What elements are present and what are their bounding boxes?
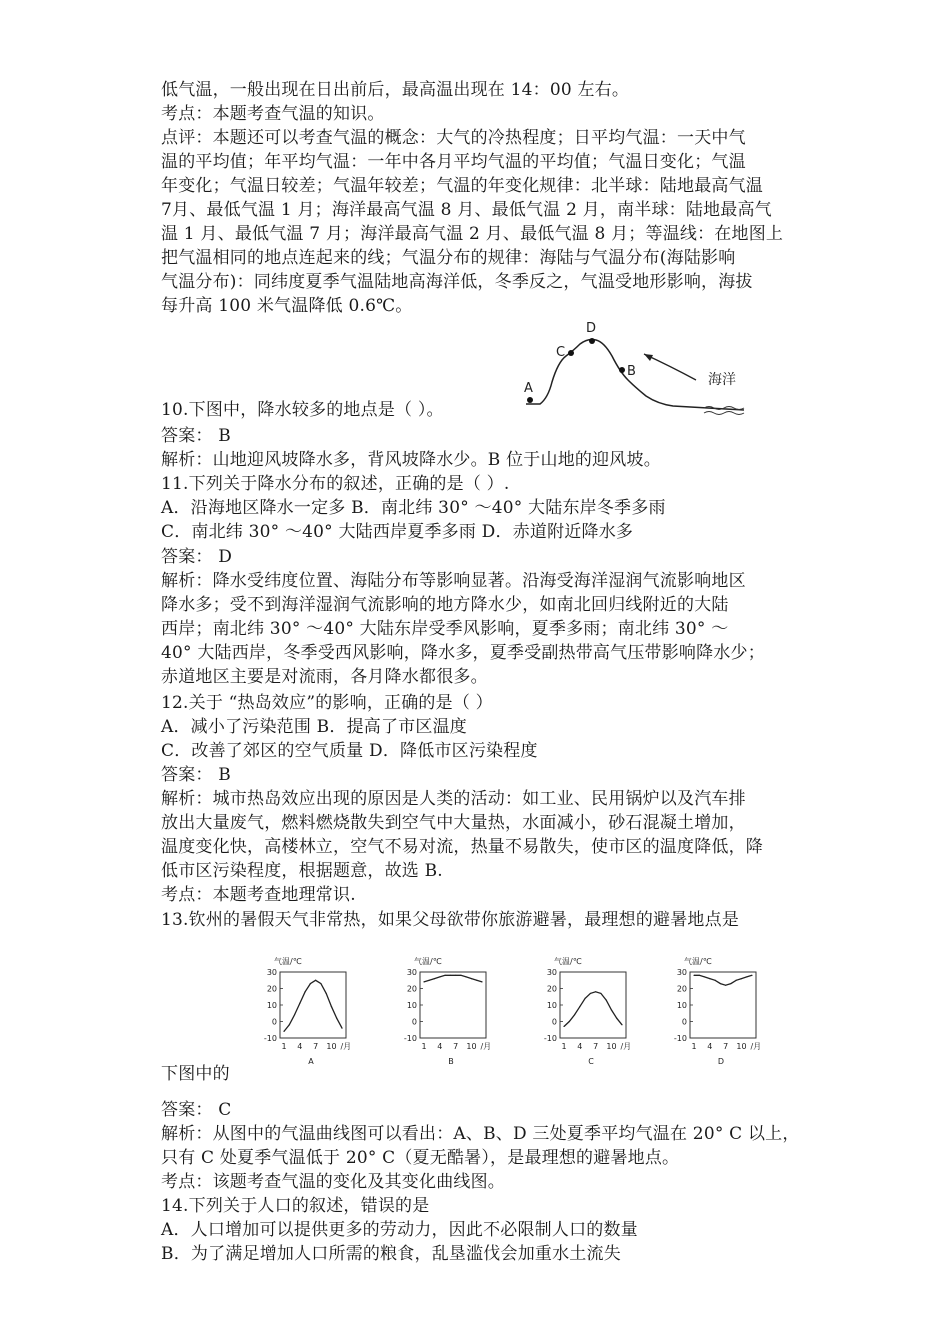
data-point bbox=[693, 975, 694, 976]
x-tick-label: 7 bbox=[723, 1042, 729, 1051]
text-line: 答案： B bbox=[161, 765, 231, 785]
data-point bbox=[746, 976, 747, 977]
data-point bbox=[584, 998, 585, 999]
data-point bbox=[336, 1018, 337, 1019]
chart-d bbox=[674, 956, 761, 1066]
x-tick-label: 10 bbox=[736, 1042, 747, 1051]
data-point bbox=[481, 981, 482, 982]
data-point bbox=[611, 1009, 612, 1010]
data-point bbox=[595, 991, 596, 992]
data-point bbox=[315, 980, 316, 981]
chart-title: C bbox=[588, 1057, 594, 1066]
data-point bbox=[725, 985, 726, 986]
text-line: 答案： C bbox=[161, 1100, 232, 1120]
text-line: 11.下列关于降水分布的叙述，正确的是（ ）. bbox=[161, 474, 510, 494]
y-tick-label: 20 bbox=[676, 984, 687, 994]
x-tick-label: 10 bbox=[466, 1042, 477, 1051]
x-tick-label: 7 bbox=[593, 1042, 599, 1051]
point-d bbox=[589, 338, 595, 344]
chart-ylabel: 气温/℃ bbox=[414, 957, 442, 966]
data-point bbox=[341, 1028, 342, 1029]
text-line: 10.下图中，降水较多的地点是（ ）。 bbox=[161, 400, 444, 420]
label-a: A bbox=[524, 381, 533, 396]
text-line: 只有 C 处夏季气温低于 20° C（夏无酷暑），是最理想的避暑地点。 bbox=[161, 1148, 680, 1168]
chart-frame bbox=[560, 972, 626, 1038]
data-point bbox=[600, 993, 601, 994]
text-line: 考点：本题考查地理常识. bbox=[161, 885, 356, 905]
chart-xlabel: /月 bbox=[480, 1042, 492, 1051]
data-point bbox=[294, 1014, 295, 1015]
data-point bbox=[460, 975, 461, 976]
text-line: 考点：该题考查气温的变化及其变化曲线图。 bbox=[161, 1172, 505, 1192]
data-point bbox=[606, 999, 607, 1000]
x-tick-label: 4 bbox=[297, 1042, 303, 1051]
data-point bbox=[574, 1014, 575, 1015]
x-tick-label: 4 bbox=[577, 1042, 583, 1051]
data-point bbox=[450, 975, 451, 976]
text-line: 解析：降水受纬度位置、海陆分布等影响显著。沿海受海洋湿润气流影响地区 bbox=[161, 571, 746, 591]
y-tick-label: 0 bbox=[681, 1017, 687, 1027]
text-line: 气温分布)：同纬度夏季气温陆地高海洋低，冬季反之，气温受地形影响，海拔 bbox=[161, 272, 753, 292]
y-tick-label: 20 bbox=[266, 984, 277, 994]
data-point bbox=[434, 978, 435, 979]
y-tick-label: -10 bbox=[263, 1034, 277, 1043]
text-line: 放出大量废气，燃料燃烧散失到空气中大量热，水面减小，砂石混凝土增加， bbox=[161, 813, 746, 833]
text-line: 年变化；气温日较差；气温年较差；气温的年变化规律：北半球：陆地最高气温 bbox=[161, 176, 763, 196]
chart-xlabel: /月 bbox=[620, 1042, 632, 1051]
chart-title: D bbox=[717, 1057, 725, 1066]
text-line: 低市区污染程度，根据题意，故选 B. bbox=[161, 861, 443, 881]
text-line: A．减小了污染范围 B．提高了市区温度 bbox=[161, 717, 467, 737]
temperature-line bbox=[564, 992, 622, 1027]
climate-charts bbox=[240, 950, 762, 1078]
y-tick-label: -10 bbox=[673, 1034, 687, 1043]
y-tick-label: 0 bbox=[551, 1017, 557, 1027]
data-point bbox=[471, 978, 472, 979]
x-tick-label: 1 bbox=[691, 1042, 697, 1051]
data-point bbox=[579, 1006, 580, 1007]
x-tick-label: 1 bbox=[561, 1042, 567, 1051]
y-tick-label: 30 bbox=[406, 968, 417, 977]
chart-ylabel: 气温/℃ bbox=[274, 957, 302, 966]
data-point bbox=[289, 1024, 290, 1025]
point-a bbox=[527, 397, 533, 403]
y-tick-label: 10 bbox=[546, 1001, 557, 1010]
x-tick-label: 7 bbox=[453, 1042, 459, 1051]
chart-xlabel: /月 bbox=[750, 1042, 762, 1051]
text-line: 12.关于 “热岛效应”的影响，正确的是（ ） bbox=[161, 693, 493, 713]
chart-b bbox=[404, 956, 491, 1066]
text-line: 温的平均值；年平均气温：一年中各月平均气温的平均值；气温日变化；气温 bbox=[161, 152, 746, 172]
y-tick-label: 10 bbox=[406, 1001, 417, 1010]
text-line: 低气温，一般出现在日出前后，最高温出现在 14：00 左右。 bbox=[161, 80, 630, 100]
chart-c bbox=[544, 956, 631, 1066]
text-line: 解析：山地迎风坡降水多，背风坡降水少。B 位于山地的迎风坡。 bbox=[161, 450, 661, 470]
temperature-line bbox=[284, 980, 342, 1031]
label-d: D bbox=[586, 321, 597, 336]
text-line: 40° 大陆西岸，冬季受西风影响，降水多，夏季受副热带高气压带影响降水少； bbox=[161, 643, 765, 663]
mountain-diagram bbox=[508, 318, 753, 418]
label-b: B bbox=[627, 364, 636, 379]
text-line: 温 1 月、最低气温 7 月；海洋最高气温 2 月、最低气温 8 月；等温线：在地图上 bbox=[161, 224, 784, 244]
point-b bbox=[619, 367, 625, 373]
data-point bbox=[621, 1024, 622, 1025]
text-line: 赤道地区主要是对流雨，各月降水都很多。 bbox=[161, 667, 488, 687]
text-line: 每升高 100 米气温降低 0.6℃。 bbox=[161, 296, 413, 316]
data-point bbox=[616, 1018, 617, 1019]
data-point bbox=[741, 978, 742, 979]
text-line: 解析：城市热岛效应出现的原因是人类的活动：如工业、民用锅炉以及汽车排 bbox=[161, 789, 746, 809]
data-point bbox=[299, 1003, 300, 1004]
data-point bbox=[429, 980, 430, 981]
data-point bbox=[283, 1031, 284, 1032]
text-line: 把气温相同的地点连起来的线；气温分布的规律：海陆与气温分布(海陆影响 bbox=[161, 248, 736, 268]
text-line: A．沿海地区降水一定多 B．南北纬 30° ～40° 大陆东岸冬季多雨 bbox=[161, 498, 666, 518]
text-line: 降水多；受不到海洋湿润气流影响的地方降水少，如南北回归线附近的大陆 bbox=[161, 595, 729, 615]
chart-frame bbox=[690, 972, 756, 1038]
text-line: 点评：本题还可以考查气温的概念：大气的冷热程度；日平均气温：一天中气 bbox=[161, 128, 746, 148]
data-point bbox=[730, 983, 731, 984]
data-point bbox=[320, 983, 321, 984]
data-point bbox=[476, 980, 477, 981]
data-point bbox=[704, 976, 705, 977]
data-point bbox=[699, 975, 700, 976]
y-tick-label: 30 bbox=[546, 968, 557, 977]
data-point bbox=[304, 991, 305, 992]
text-line: 13.钦州的暑假天气非常热，如果父母欲带你旅游避暑，最理想的避暑地点是 bbox=[161, 910, 740, 930]
y-tick-label: 20 bbox=[406, 984, 417, 994]
chart-ylabel: 气温/℃ bbox=[684, 957, 712, 966]
wind-arrow bbox=[644, 354, 696, 380]
chart-title: B bbox=[448, 1057, 454, 1066]
data-point bbox=[326, 993, 327, 994]
text-line: A．人口增加可以提供更多的劳动力，因此不必限制人口的数量 bbox=[161, 1220, 638, 1240]
text-line: 14.下列关于人口的叙述，错误的是 bbox=[161, 1196, 430, 1216]
data-point bbox=[709, 978, 710, 979]
text-line: 温度变化快，高楼林立，空气不易对流，热量不易散失，使市区的温度降低，降 bbox=[161, 837, 763, 857]
data-point bbox=[563, 1026, 564, 1027]
text-line: 答案： B bbox=[161, 426, 231, 446]
text-line: C．南北纬 30° ～40° 大陆西岸夏季多雨 D．赤道附近降水多 bbox=[161, 522, 634, 542]
text-line: 7月、最低气温 1 月；海洋最高气温 8 月、最低气温 2 月，南半球：陆地最高气 bbox=[161, 200, 772, 220]
y-tick-label: 30 bbox=[676, 968, 687, 977]
text-line: B．为了满足增加人口所需的粮食，乱垦滥伐会加重水土流失 bbox=[161, 1244, 621, 1264]
x-tick-label: 7 bbox=[313, 1042, 319, 1051]
y-tick-label: -10 bbox=[403, 1034, 417, 1043]
y-tick-label: -10 bbox=[543, 1034, 557, 1043]
data-point bbox=[310, 983, 311, 984]
text-line: 下图中的 bbox=[161, 1064, 230, 1084]
y-tick-label: 10 bbox=[676, 1001, 687, 1010]
text-line: 考点：本题考查气温的知识。 bbox=[161, 104, 385, 124]
data-point bbox=[423, 981, 424, 982]
y-tick-label: 10 bbox=[266, 1001, 277, 1010]
y-tick-label: 0 bbox=[411, 1017, 417, 1027]
wind-arrowhead bbox=[644, 354, 653, 361]
data-point bbox=[720, 983, 721, 984]
y-tick-label: 30 bbox=[266, 968, 277, 977]
data-point bbox=[455, 975, 456, 976]
chart-a bbox=[264, 956, 351, 1066]
label-c: C bbox=[556, 345, 566, 360]
y-tick-label: 0 bbox=[271, 1017, 277, 1027]
y-tick-label: 20 bbox=[546, 984, 557, 994]
data-point bbox=[331, 1006, 332, 1007]
data-point bbox=[714, 980, 715, 981]
x-tick-label: 1 bbox=[281, 1042, 287, 1051]
temperature-line bbox=[424, 975, 482, 982]
data-point bbox=[590, 993, 591, 994]
data-point bbox=[569, 1021, 570, 1022]
text-line: 西岸；南北纬 30° ～40° 大陆东岸受季风影响，夏季多雨；南北纬 30° ～ bbox=[161, 619, 729, 639]
data-point bbox=[439, 976, 440, 977]
chart-frame bbox=[420, 972, 486, 1038]
data-point bbox=[466, 976, 467, 977]
point-c bbox=[568, 350, 574, 356]
x-tick-label: 4 bbox=[437, 1042, 443, 1051]
x-tick-label: 10 bbox=[326, 1042, 337, 1051]
data-point bbox=[751, 975, 752, 976]
text-line: 答案： D bbox=[161, 547, 233, 567]
chart-ylabel: 气温/℃ bbox=[554, 957, 582, 966]
text-line: 解析：从图中的气温曲线图可以看出：A、B、D 三处夏季平均气温在 20° C 以上， bbox=[161, 1124, 800, 1144]
temperature-line bbox=[694, 975, 752, 985]
text-line: C．改善了郊区的空气质量 D．降低市区污染程度 bbox=[161, 741, 538, 761]
data-point bbox=[444, 975, 445, 976]
x-tick-label: 10 bbox=[606, 1042, 617, 1051]
chart-title: A bbox=[308, 1057, 314, 1066]
ocean-label: 海洋 bbox=[708, 372, 736, 388]
x-tick-label: 1 bbox=[421, 1042, 427, 1051]
chart-xlabel: /月 bbox=[340, 1042, 352, 1051]
data-point bbox=[736, 980, 737, 981]
x-tick-label: 4 bbox=[707, 1042, 713, 1051]
